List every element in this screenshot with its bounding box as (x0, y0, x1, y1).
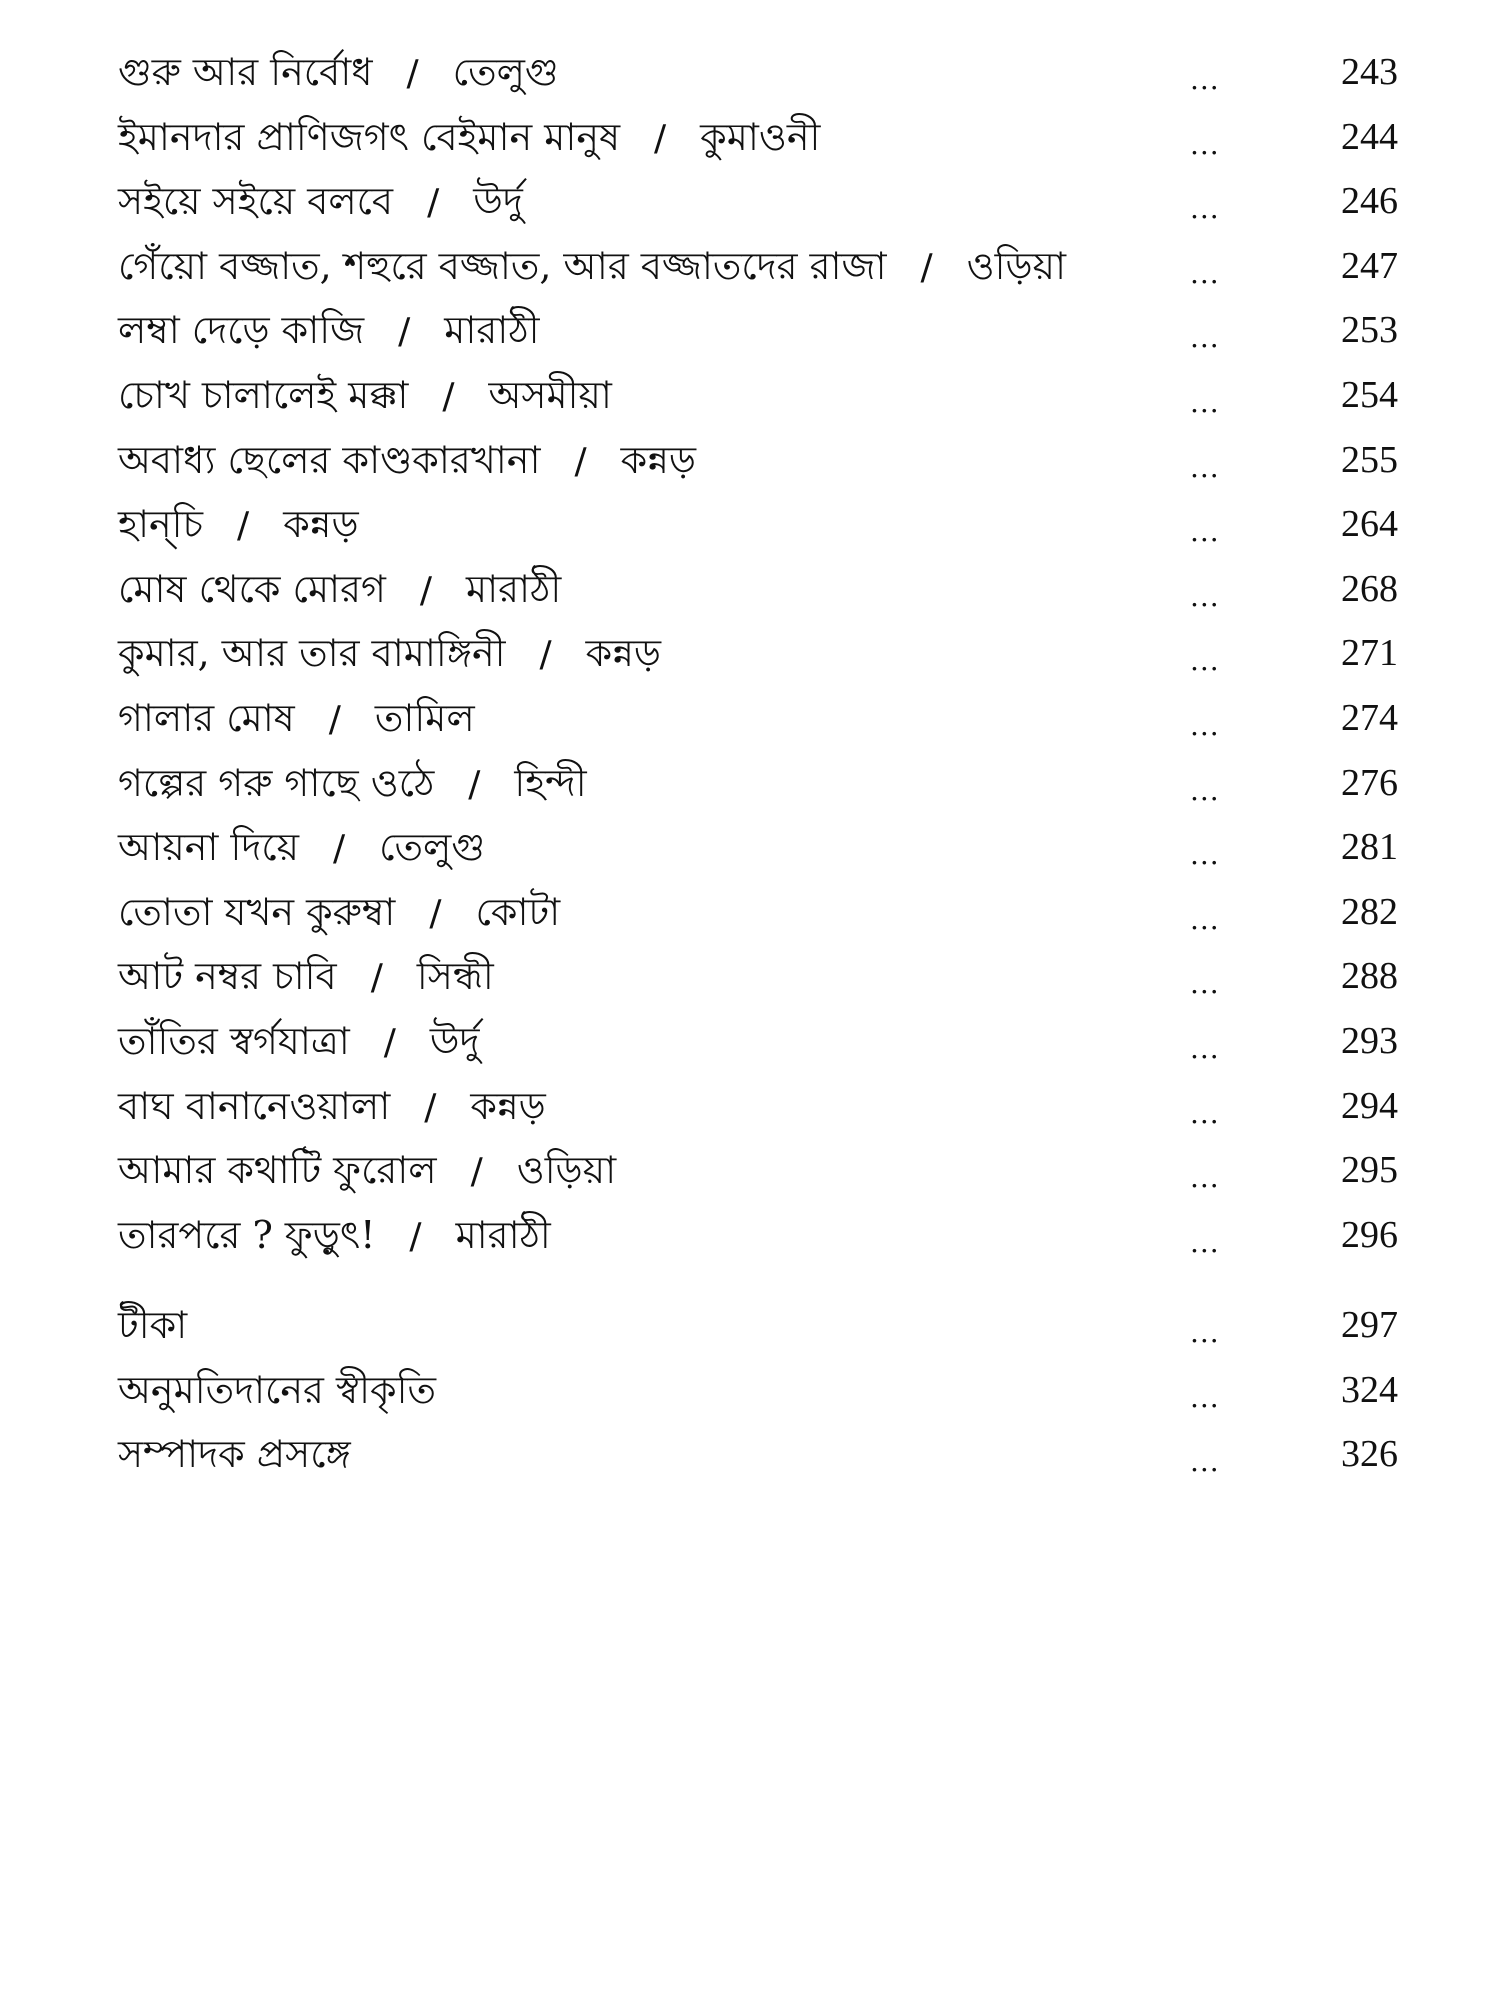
story-title: গালার মোষ (118, 695, 295, 740)
toc-entry-text (118, 621, 661, 687)
toc-entry-text (118, 428, 696, 494)
dot-leader: ... (1190, 1031, 1220, 1065)
story-title: তারপরে ? ফুড়ুৎ! (118, 1212, 376, 1257)
story-language: মারাঠী (444, 308, 540, 353)
back-matter-title: সম্পাদক প্রসঙ্গে (118, 1432, 351, 1477)
dot-leader: ... (1190, 773, 1220, 807)
table-of-contents (118, 40, 1398, 1487)
toc-row (118, 621, 1398, 686)
toc-entry-text (118, 1138, 616, 1204)
toc-row-back-matter (118, 1422, 1398, 1487)
title-language-separator: / (470, 1151, 483, 1193)
story-language: তামিল (374, 695, 475, 740)
story-title: লম্বা দেড়ে কাজি (118, 308, 365, 353)
title-language-separator: / (398, 311, 411, 353)
dot-leader: ... (1190, 192, 1220, 226)
toc-row (118, 815, 1398, 880)
toc-row-back-matter (118, 1293, 1398, 1358)
title-language-separator: / (332, 828, 346, 870)
toc-row (118, 169, 1398, 234)
story-title: সইয়ে সইয়ে বলবে (118, 179, 394, 224)
title-language-separator: / (383, 1021, 396, 1063)
page-number: 326 (1341, 1433, 1398, 1476)
story-title: ইমানদার প্রাণিজগৎ বেইমান মানুষ (118, 114, 621, 159)
story-language: উর্দু (473, 179, 523, 224)
toc-entry-text (118, 557, 561, 623)
toc-row (118, 40, 1398, 105)
story-title: কুমার, আর তার বামাঙ্গিনী (118, 631, 506, 676)
title-language-separator: / (424, 1086, 437, 1128)
toc-entry-text (118, 1203, 551, 1269)
toc-entry-text (118, 298, 540, 364)
story-title: আয়না দিয়ে (118, 825, 299, 870)
page-number: 282 (1341, 890, 1398, 933)
dot-leader: ... (1190, 708, 1220, 742)
title-language-separator: / (442, 375, 455, 417)
title-language-separator: / (406, 53, 419, 94)
toc-entry-text (118, 234, 1066, 300)
page-number: 295 (1341, 1149, 1398, 1192)
dot-leader: ... (1190, 321, 1220, 355)
toc-row (118, 105, 1398, 170)
toc-row (118, 234, 1398, 299)
story-title: হান্‌চি (118, 502, 204, 547)
toc-entry-text (118, 815, 485, 881)
back-matter-title: অনুমতিদানের স্বীকৃতি (118, 1367, 436, 1412)
story-language: কন্নড় (283, 502, 359, 547)
page-number: 255 (1341, 438, 1398, 481)
toc-row (118, 880, 1398, 945)
toc-entry-text (118, 105, 820, 171)
page-number: 243 (1341, 51, 1398, 93)
toc-row (118, 428, 1398, 493)
story-title: গল্পের গরু গাছে ওঠে (118, 760, 435, 805)
toc-row (118, 1203, 1398, 1268)
title-language-separator: / (419, 569, 433, 611)
dot-leader: ... (1190, 1096, 1220, 1130)
dot-leader: ... (1190, 644, 1220, 678)
story-title: তোতা যখন কুরুম্বা (118, 889, 396, 934)
toc-row (118, 363, 1398, 428)
story-language: কন্নড় (470, 1083, 546, 1128)
story-title: চোখ চালালেই মক্কা (118, 372, 409, 417)
story-language: তেলুগু (379, 825, 486, 870)
page-number: 297 (1341, 1304, 1398, 1347)
story-language: কোটা (475, 889, 561, 934)
dot-leader: ... (1190, 63, 1220, 96)
dot-leader: ... (1190, 515, 1220, 549)
toc-entry-text (118, 363, 612, 429)
page-number: 276 (1341, 761, 1398, 804)
page-number: 271 (1341, 632, 1398, 675)
toc-row (118, 1074, 1398, 1139)
story-language: কন্নড় (620, 437, 697, 482)
toc-row-back-matter (118, 1358, 1398, 1423)
title-language-separator: / (409, 1215, 422, 1257)
toc-row (118, 1138, 1398, 1203)
story-title: অবাধ্য ছেলের কাণ্ডকারখানা (118, 437, 541, 482)
story-title: মোষ থেকে মোরগ (118, 566, 386, 611)
story-language: কুমাওনী (700, 114, 821, 159)
page-number: 268 (1341, 567, 1398, 610)
toc-entry-text (118, 686, 475, 752)
title-language-separator: / (539, 634, 552, 676)
title-language-separator: / (237, 505, 250, 547)
story-language: মারাঠী (466, 566, 562, 611)
page-number: 294 (1341, 1084, 1398, 1127)
page-number: 281 (1341, 826, 1398, 869)
dot-leader: ... (1190, 1161, 1220, 1195)
story-language: মারাঠী (455, 1212, 551, 1257)
dot-leader: ... (1190, 1225, 1220, 1259)
story-title: বাঘ বানানেওয়ালা (118, 1083, 391, 1128)
page-number: 324 (1341, 1368, 1398, 1411)
dot-leader: ... (1190, 1445, 1220, 1479)
toc-entry-text (118, 1009, 480, 1075)
dot-leader: ... (1190, 902, 1220, 936)
toc-entry-text (118, 751, 587, 817)
toc-row (118, 751, 1398, 816)
toc-row (118, 557, 1398, 622)
title-language-separator: / (427, 182, 440, 224)
title-language-separator: / (654, 117, 667, 159)
toc-row (118, 1009, 1398, 1074)
toc-entry-text (118, 492, 359, 558)
story-language: অসমীয়া (488, 372, 612, 417)
toc-entry-text (118, 1074, 546, 1140)
dot-leader: ... (1190, 838, 1220, 872)
story-title: আট নম্বর চাবি (118, 954, 337, 999)
toc-entry-text (118, 40, 559, 106)
story-title: তাঁতির স্বর্গযাত্রা (118, 1018, 350, 1063)
toc-row (118, 298, 1398, 363)
page-number: 274 (1341, 696, 1398, 739)
story-language: কন্নড় (585, 631, 662, 676)
story-title: আমার কথাটি ফুরোল (118, 1148, 437, 1193)
dot-leader: ... (1190, 1380, 1220, 1414)
toc-entry-text (118, 169, 523, 235)
dot-leader: ... (1190, 450, 1220, 484)
story-language: উর্দু (429, 1018, 480, 1063)
story-language: ওড়িয়া (516, 1148, 617, 1193)
page-number: 264 (1341, 503, 1398, 546)
story-language: তেলুগু (452, 50, 559, 94)
page-number: 296 (1341, 1213, 1398, 1256)
title-language-separator: / (468, 763, 481, 805)
toc-entry-text (118, 944, 494, 1010)
dot-leader: ... (1190, 967, 1220, 1001)
title-language-separator: / (429, 892, 442, 934)
title-language-separator: / (370, 957, 383, 999)
title-language-separator: / (574, 440, 587, 482)
story-language: ওড়িয়া (966, 243, 1067, 288)
toc-entry-text (118, 880, 560, 946)
story-language: সিন্ধী (416, 954, 494, 999)
title-language-separator: / (328, 698, 341, 740)
page-number: 246 (1341, 180, 1398, 223)
page-number: 244 (1341, 115, 1398, 158)
dot-leader: ... (1190, 256, 1220, 290)
dot-leader: ... (1190, 1316, 1220, 1350)
toc-row (118, 686, 1398, 751)
page-number: 293 (1341, 1019, 1398, 1062)
dot-leader: ... (1190, 127, 1220, 161)
page-number: 288 (1341, 955, 1398, 998)
toc-row (118, 944, 1398, 1009)
story-language: হিন্দী (514, 760, 587, 805)
dot-leader: ... (1190, 385, 1220, 419)
page-number: 247 (1341, 244, 1398, 287)
page-number: 254 (1341, 373, 1398, 416)
back-matter-title: টীকা (118, 1303, 188, 1348)
page-number: 253 (1341, 309, 1398, 352)
story-title: গুরু আর নির্বোধ (118, 50, 373, 94)
dot-leader: ... (1190, 579, 1220, 613)
story-title: গেঁয়ো বজ্জাত, শহুরে বজ্জাত, আর বজ্জাতদের রাজা (118, 243, 887, 288)
toc-row (118, 492, 1398, 557)
title-language-separator: / (920, 246, 933, 288)
